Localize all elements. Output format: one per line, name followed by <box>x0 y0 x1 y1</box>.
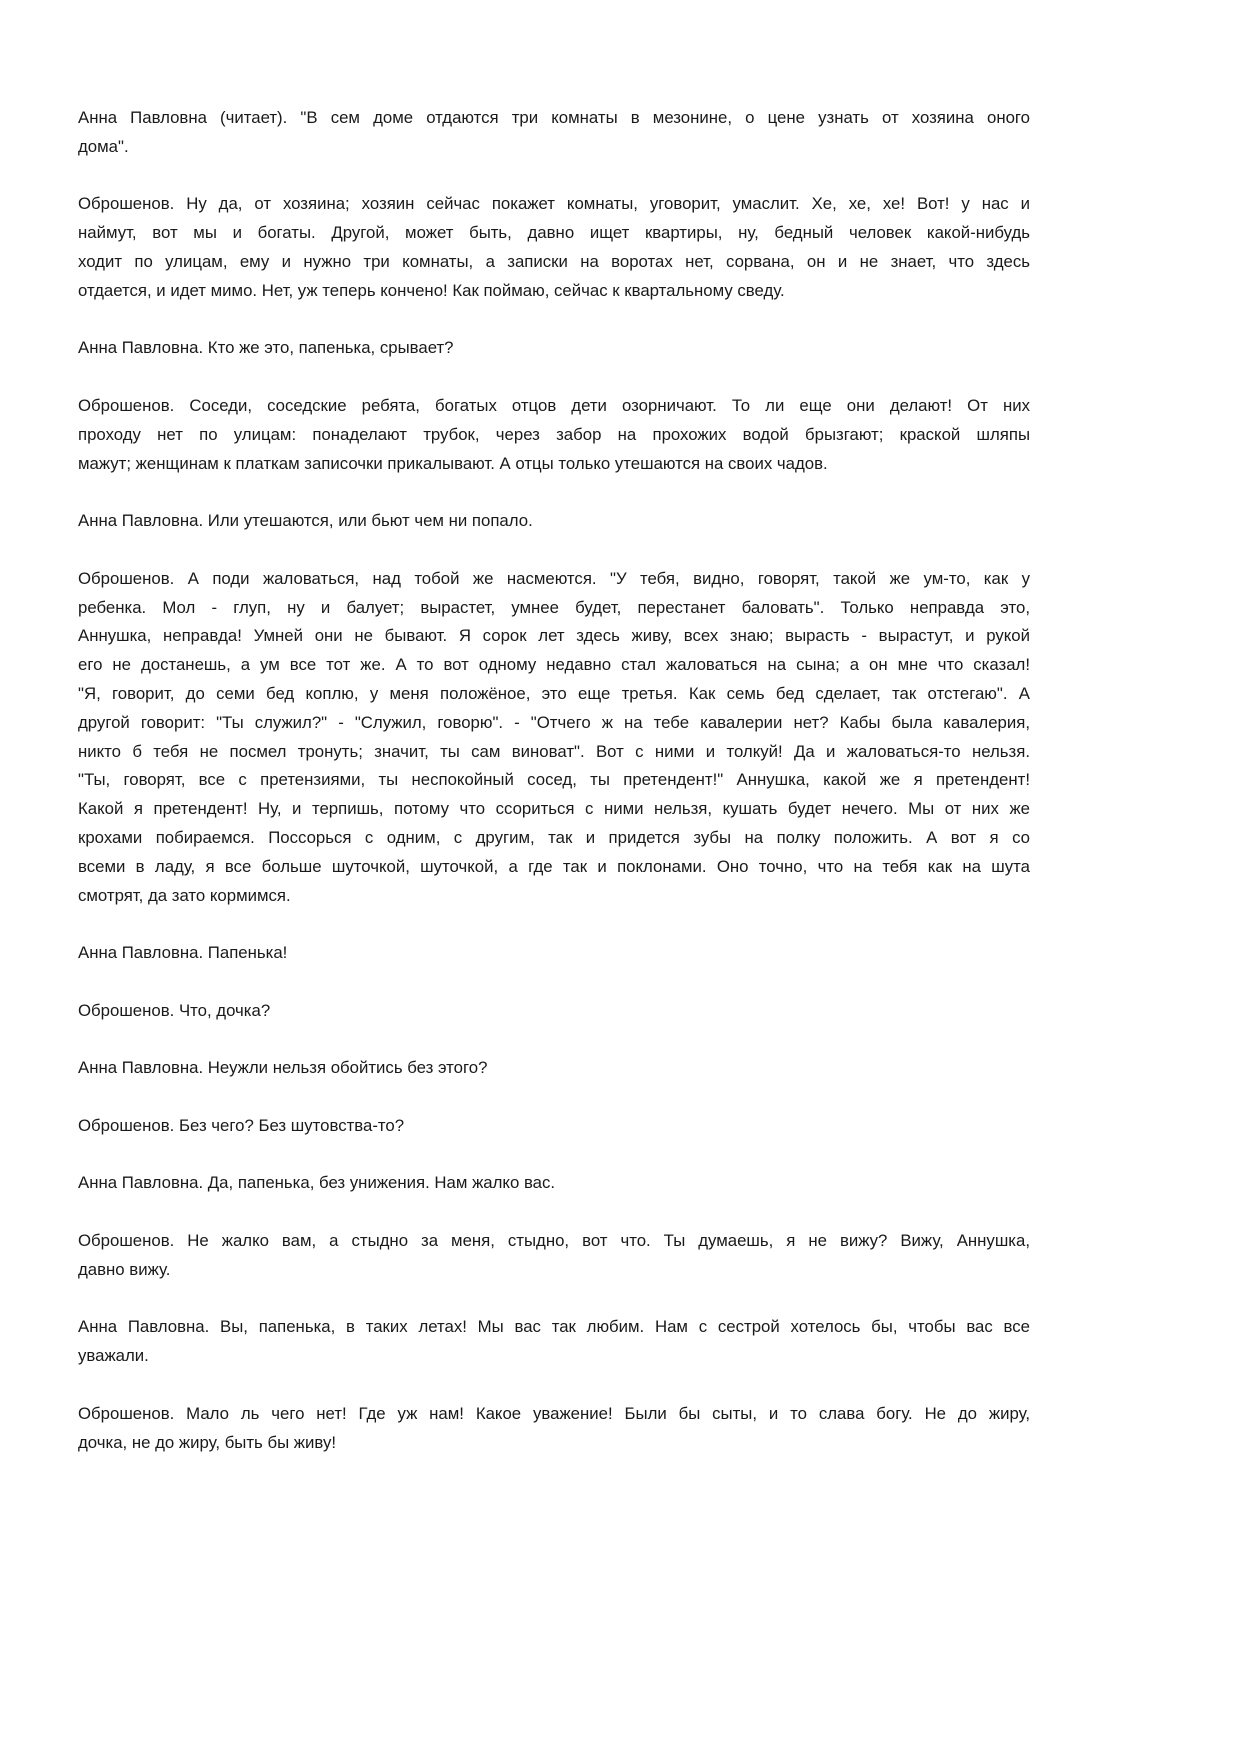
text-line: Аннушка, неправда! Умней они не бывают. Я сорок лет здесь живу, всех знаю; вырасть - вырастут, и рукой <box>78 626 1030 646</box>
dialogue-paragraph <box>78 190 1030 305</box>
text-line: Оброшенов. Не жалко вам, а стыдно за меня, стыдно, вот что. Ты думаешь, я не вижу? Вижу, Аннушка, <box>78 1231 1030 1251</box>
text-line: Оброшенов. Мало ль чего нет! Где уж нам! Какое уважение! Были бы сыты, и то слава богу. Не до жиру, <box>78 1403 1030 1423</box>
text-line: "Я, говорит, до семи бед коплю, у меня положёное, это еще третья. Как семь бед сделает, так отстегаю". А <box>78 683 1030 703</box>
text-line: смотрят, да зато кормимся. <box>78 885 291 905</box>
text-line: Оброшенов. А поди жаловаться, над тобой же насмеются. "У тебя, видно, говорят, такой же ум-то, как у <box>78 568 1030 588</box>
dialogue-paragraph <box>78 334 1030 363</box>
text-line: крохами побираемся. Поссорься с одним, с другим, так и придется зубы на полку положить. А вот я со <box>78 827 1030 847</box>
text-line: Анна Павловна. Неужли нельзя обойтись без этого? <box>78 1058 488 1078</box>
text-line: дочка, не до жиру, быть бы живу! <box>78 1432 336 1452</box>
text-line: Оброшенов. Ну да, от хозяина; хозяин сейчас покажет комнаты, уговорит, умаслит. Хе, хе, хе! Вот! у нас и <box>78 194 1030 214</box>
text-line: дома". <box>78 136 129 156</box>
text-line: Анна Павловна. Кто же это, папенька, срывает? <box>78 338 454 358</box>
text-line: Оброшенов. Соседи, соседские ребята, богатых отцов дети озорничают. То ли еще они делают! От них <box>78 395 1030 415</box>
text-line: наймут, вот мы и богаты. Другой, может быть, давно ищет квартиры, ну, бедный человек какой-нибудь <box>78 223 1030 243</box>
text-line: "Ты, говорят, все с претензиями, ты неспокойный сосед, ты претендент!" Аннушка, какой же я претендент! <box>78 770 1030 790</box>
text-line: отдается, и идет мимо. Нет, уж теперь кончено! Как поймаю, сейчас к квартальному сведу. <box>78 280 785 300</box>
text-line: Оброшенов. Что, дочка? <box>78 1000 271 1020</box>
dialogue-paragraph <box>78 1112 1030 1141</box>
text-line: уважали. <box>78 1346 149 1366</box>
text-line: ходит по улицам, ему и нужно три комнаты, а записки на воротах нет, сорвана, он и не знает, что здесь <box>78 251 1030 271</box>
text-line: всеми в ладу, я все больше шуточкой, шуточкой, а где так и поклонами. Оно точно, что на тебя как на шута <box>78 856 1030 876</box>
document-page <box>78 104 1030 1486</box>
text-line: проходу нет по улицам: понаделают трубок, через забор на прохожих водой брызгают; краской шляпы <box>78 424 1030 444</box>
text-line: Оброшенов. Без чего? Без шутовства-то? <box>78 1115 405 1135</box>
text-line: Анна Павловна. Папенька! <box>78 943 288 963</box>
text-line: ребенка. Мол - глуп, ну и балует; вырастет, умнее будет, перестанет баловать". Только неправда это, <box>78 597 1030 617</box>
dialogue-paragraph <box>78 565 1030 911</box>
text-line: Анна Павловна. Да, папенька, без унижения. Нам жалко вас. <box>78 1173 556 1193</box>
dialogue-paragraph <box>78 1054 1030 1083</box>
text-line: Анна Павловна (читает). "В сем доме отдаются три комнаты в мезонине, о цене узнать от хозяина оного <box>78 108 1030 127</box>
dialogue-paragraph <box>78 507 1030 536</box>
text-line: давно вижу. <box>78 1259 171 1279</box>
dialogue-paragraph <box>78 1313 1030 1371</box>
dialogue-paragraph <box>78 997 1030 1026</box>
dialogue-paragraph <box>78 939 1030 968</box>
text-line: Анна Павловна. Или утешаются, или бьют чем ни попало. <box>78 511 533 531</box>
text-line: его не достанешь, а ум все тот же. А то вот одному недавно стал жаловаться на сына; а он мне что сказал! <box>78 655 1030 675</box>
dialogue-paragraph <box>78 1169 1030 1198</box>
dialogue-paragraph <box>78 1227 1030 1285</box>
dialogue-paragraph <box>78 104 1030 162</box>
dialogue-paragraph <box>78 1400 1030 1458</box>
text-line: Анна Павловна. Вы, папенька, в таких летах! Мы вас так любим. Нам с сестрой хотелось бы, чтобы вас все <box>78 1317 1030 1337</box>
text-line: никто б тебя не посмел тронуть; значит, ты сам виноват". Вот с ними и толкуй! Да и жаловаться-то нельзя. <box>78 741 1030 761</box>
text-line: мажут; женщинам к платкам записочки прикалывают. А отцы только утешаются на своих чадов. <box>78 453 828 473</box>
dialogue-paragraph <box>78 392 1030 478</box>
text-line: другой говорит: "Ты служил?" - "Служил, говорю". - "Отчего ж на тебе кавалерии нет? Кабы была кавалерия, <box>78 712 1030 732</box>
text-line: Какой я претендент! Ну, и терпишь, потому что ссориться с ними нельзя, кушать будет нечего. Мы от них же <box>78 799 1030 819</box>
